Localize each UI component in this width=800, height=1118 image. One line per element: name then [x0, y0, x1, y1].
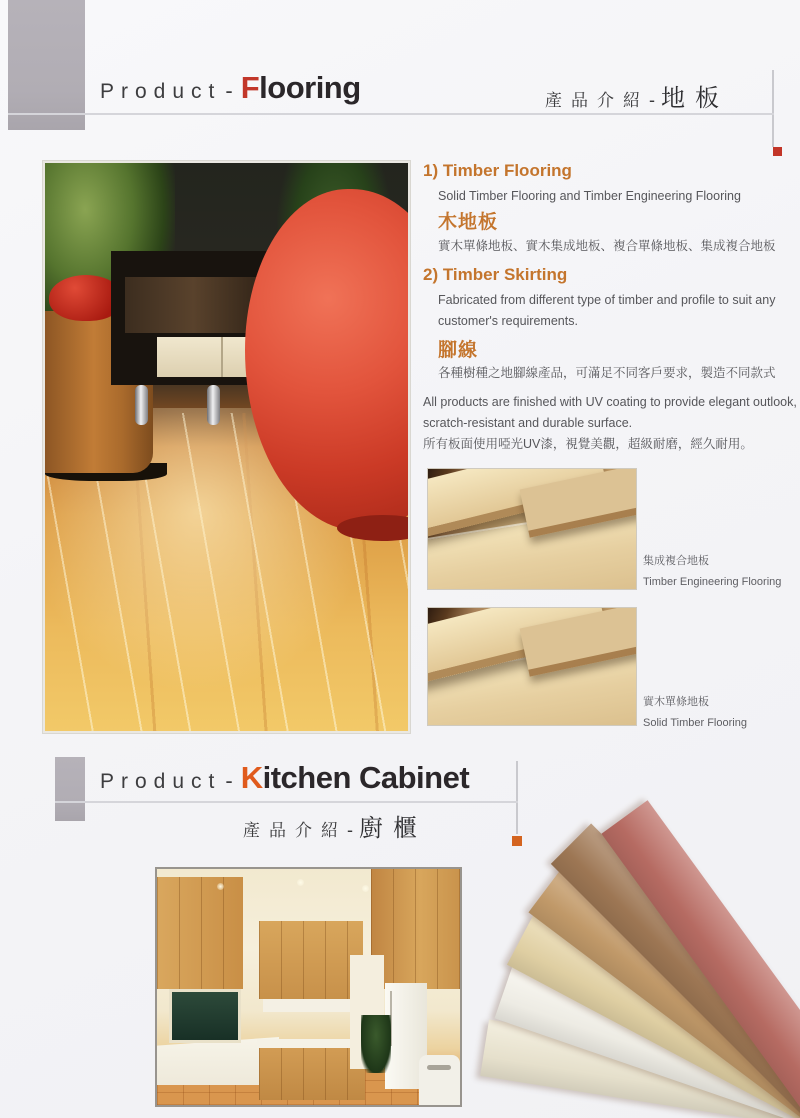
- uv-note-zh: 所有板面使用啞光UV漆，視覺美觀，超級耐磨，經久耐用。: [423, 436, 753, 451]
- kitchen-title-rest: itchen Cabinet: [262, 760, 470, 795]
- washing-machine: [419, 1055, 460, 1105]
- caption-en: Solid Timber Flooring: [643, 716, 747, 729]
- kitchen-vertical-rule: [516, 761, 518, 834]
- flooring-title: [241, 70, 361, 106]
- ceiling-light: [297, 879, 304, 886]
- cabinet-leg: [135, 385, 148, 425]
- kitchen-upper-cabinet-left: [157, 877, 243, 989]
- decor-gray-bar-top: [8, 0, 85, 130]
- flooring-vertical-rule: [772, 70, 774, 147]
- flooring-header-rule: [8, 113, 774, 115]
- solid-timber-flooring-photo: [427, 607, 637, 726]
- item2-description-en: Fabricated from different type of timber and profile to suit any customer's requirements.: [438, 293, 776, 328]
- kitchen-zh-title: 廚櫃: [359, 815, 427, 842]
- item1-subtitle-zh: 木地板: [438, 212, 499, 233]
- kitchen-header: [100, 760, 469, 796]
- item2-title: Timber Skirting: [442, 265, 568, 284]
- item1-heading: [423, 161, 572, 181]
- kitchen-product-label: Product: [100, 770, 222, 793]
- kitchen-upper-cabinet-center: [259, 921, 363, 999]
- caption-en: Timber Engineering Flooring: [643, 575, 782, 588]
- kitchen-title: [241, 760, 469, 796]
- item1-description-zh: 實木單條地板、實木集成地板、複合單條地板、集成複合地板: [438, 239, 776, 253]
- cabinet-leg: [207, 385, 220, 425]
- kitchen-tall-cabinet-right: [371, 869, 460, 989]
- orange-square-marker: [512, 836, 522, 846]
- kitchen-zh-prefix: 產品介紹: [243, 821, 347, 840]
- uv-note-en: All products are finished with UV coating to provide elegant outlook, scratch-resistant and durable surface.: [423, 395, 797, 430]
- timber-engineering-flooring-photo: [427, 468, 637, 590]
- kitchen-plant: [361, 1015, 391, 1073]
- flooring-zh-title: 地板: [661, 85, 729, 112]
- flooring-zh-dash: -: [649, 90, 655, 110]
- caption-solid-timber: [643, 692, 747, 734]
- kitchen-title-initial: K: [240, 760, 263, 795]
- decor-gray-bar-kitchen: [55, 757, 85, 821]
- caption-zh: 實木單條地板: [643, 696, 709, 708]
- kitchen-window: [169, 989, 241, 1043]
- flooring-header-chinese: [545, 78, 729, 113]
- flooring-header-dash: -: [225, 78, 233, 103]
- item2-subtitle-zh: 腳線: [438, 340, 479, 361]
- item2-number: 2): [423, 265, 439, 284]
- flooring-zh-prefix: 產品介紹: [545, 91, 649, 110]
- flooring-header: [100, 70, 361, 106]
- red-square-marker: [773, 147, 782, 156]
- ceiling-light: [362, 885, 369, 892]
- flooring-title-rest: looring: [259, 70, 361, 105]
- kitchen-header-dash: -: [225, 768, 233, 793]
- flooring-title-initial: F: [240, 70, 260, 105]
- kitchen-header-rule: [55, 801, 518, 803]
- item2-description-zh: 各種樹種之地腳線產品，可滿足不同客戶要求，製造不同款式: [438, 366, 776, 380]
- uv-coating-note: [423, 392, 797, 454]
- flooring-product-label: Product: [100, 80, 222, 103]
- item2-heading: [423, 265, 567, 285]
- item1-description-en: Solid Timber Flooring and Timber Engineering Flooring: [438, 189, 741, 203]
- ceiling-light: [217, 883, 224, 890]
- kitchen-photo: [155, 867, 462, 1107]
- living-room-flooring-photo: [43, 161, 410, 733]
- caption-zh: 集成複合地板: [643, 555, 709, 567]
- kitchen-range-hood: [263, 999, 359, 1012]
- item1-title: Timber Flooring: [442, 161, 572, 180]
- kitchen-header-chinese: [243, 808, 427, 843]
- item1-number: 1): [423, 161, 439, 180]
- caption-engineering-flooring: [643, 551, 781, 593]
- kitchen-zh-dash: -: [347, 820, 353, 840]
